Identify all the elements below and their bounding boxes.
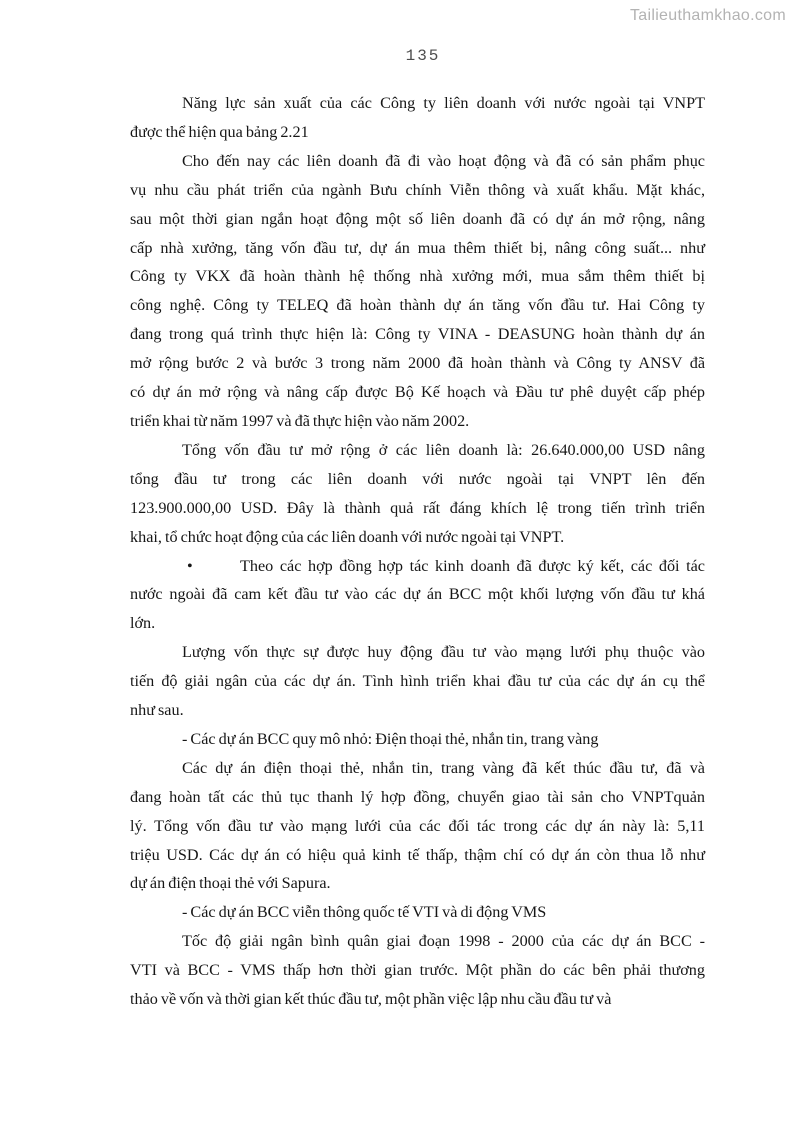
text-line: cấp nhà xưởng, tăng vốn đầu tư, dự án mua thêm thiết bị, nâng công suất... như bbox=[130, 238, 705, 257]
paragraph bbox=[130, 725, 705, 754]
text-line: tiến độ giải ngân của các dự án. Tình hình triển khai đầu tư của các dự án cụ thể bbox=[130, 672, 705, 691]
page-number: 135 bbox=[405, 47, 441, 65]
text-line: đang hoàn tất các thủ tục thanh lý hợp đồng, chuyển giao tài sản cho VNPTquản bbox=[130, 787, 705, 806]
text-line: sau một thời gian ngắn hoạt động một số liên doanh đã có dự án mở rộng, nâng bbox=[130, 209, 705, 228]
text-line: Các dự án điện thoại thẻ, nhắn tin, trang vàng đã kết thúc đầu tư, đã và bbox=[182, 758, 705, 777]
text-line: triển khai từ năm 1997 và đã thực hiện vào năm 2002. bbox=[130, 411, 470, 430]
paragraph bbox=[130, 436, 705, 552]
paragraph bbox=[130, 552, 705, 639]
bullet-marker: • bbox=[187, 556, 193, 575]
paragraph bbox=[130, 147, 705, 436]
text-line: VTI và BCC - VMS thấp hơn thời gian trước. Một phần do các bên phải thương bbox=[130, 961, 705, 980]
text-line: triệu USD. Các dự án có hiệu quả kinh tế thấp, thậm chí có dự án còn thua lỗ như bbox=[130, 845, 705, 864]
watermark: Tailieuthamkhao.com bbox=[630, 7, 786, 24]
text-line bbox=[130, 552, 705, 581]
text-line: - Các dự án BCC quy mô nhỏ: Điện thoại thẻ, nhắn tin, trang vàng bbox=[182, 729, 599, 748]
paragraph bbox=[130, 898, 705, 927]
text-line: tổng đầu tư trong các liên doanh với nước ngoài tại VNPT lên đến bbox=[130, 469, 705, 488]
text-line: vụ nhu cầu phát triển của ngành Bưu chính Viễn thông và xuất khẩu. Mặt khác, bbox=[130, 180, 705, 199]
paragraph bbox=[130, 754, 705, 899]
text-line: Tổng vốn đầu tư mở rộng ở các liên doanh là: 26.640.000,00 USD nâng bbox=[182, 440, 705, 459]
text-line: khai, tổ chức hoạt động của các liên doanh với nước ngoài tại VNPT. bbox=[130, 527, 565, 546]
text-line: 123.900.000,00 USD. Đây là thành quả rất đáng khích lệ trong tiến trình triển bbox=[130, 498, 705, 517]
text-line: công nghệ. Công ty TELEQ đã hoàn thành dự án tăng vốn đầu tư. Hai Công ty bbox=[130, 296, 705, 315]
text-line: lớn. bbox=[130, 614, 156, 633]
text-line: lý. Tổng vốn đầu tư vào mạng lưới của các đối tác trong các dự án này là: 5,11 bbox=[130, 816, 705, 835]
paragraph bbox=[130, 638, 705, 725]
text-line: như sau. bbox=[130, 701, 184, 720]
text-line: được thể hiện qua bảng 2.21 bbox=[130, 122, 309, 141]
paragraph bbox=[130, 927, 705, 1014]
text-line: Năng lực sản xuất của các Công ty liên doanh với nước ngoài tại VNPT bbox=[182, 94, 705, 112]
text-line: Công ty VKX đã hoàn thành hệ thống nhà xưởng mới, mua sắm thêm thiết bị bbox=[130, 267, 705, 286]
text-line: Lượng vốn thực sự được huy động đầu tư vào mạng lưới phụ thuộc vào bbox=[182, 643, 705, 662]
text-line: có dự án mở rộng và nâng cấp được Bộ Kế hoạch và Đầu tư phê duyệt cấp phép bbox=[130, 383, 705, 402]
paragraph bbox=[130, 89, 705, 147]
text-line: đang trong quá trình thực hiện là: Công ty VINA - DEASUNG hoàn thành dự án bbox=[130, 325, 705, 344]
text-line: - Các dự án BCC viễn thông quốc tế VTI và di động VMS bbox=[182, 903, 547, 922]
bullet-text: Theo các hợp đồng hợp tác kinh doanh đã được ký kết, các đối tác bbox=[240, 556, 705, 575]
document-body bbox=[130, 89, 705, 1014]
text-line: Cho đến nay các liên doanh đã đi vào hoạt động và đã có sản phẩm phục bbox=[182, 151, 705, 170]
text-line: nước ngoài đã cam kết đầu tư vào các dự án BCC một khối lượng vốn đầu tư khá bbox=[130, 585, 705, 604]
text-line: thảo về vốn và thời gian kết thúc đầu tư, một phần việc lập nhu cầu đầu tư và bbox=[130, 990, 612, 1009]
text-line: dự án điện thoại thẻ với Sapura. bbox=[130, 874, 331, 893]
text-line: mở rộng bước 2 và bước 3 trong năm 2000 đã hoàn thành và Công ty ANSV đã bbox=[130, 354, 705, 373]
text-line: Tốc độ giải ngân bình quân giai đoạn 1998 - 2000 của các dự án BCC - bbox=[182, 932, 705, 951]
